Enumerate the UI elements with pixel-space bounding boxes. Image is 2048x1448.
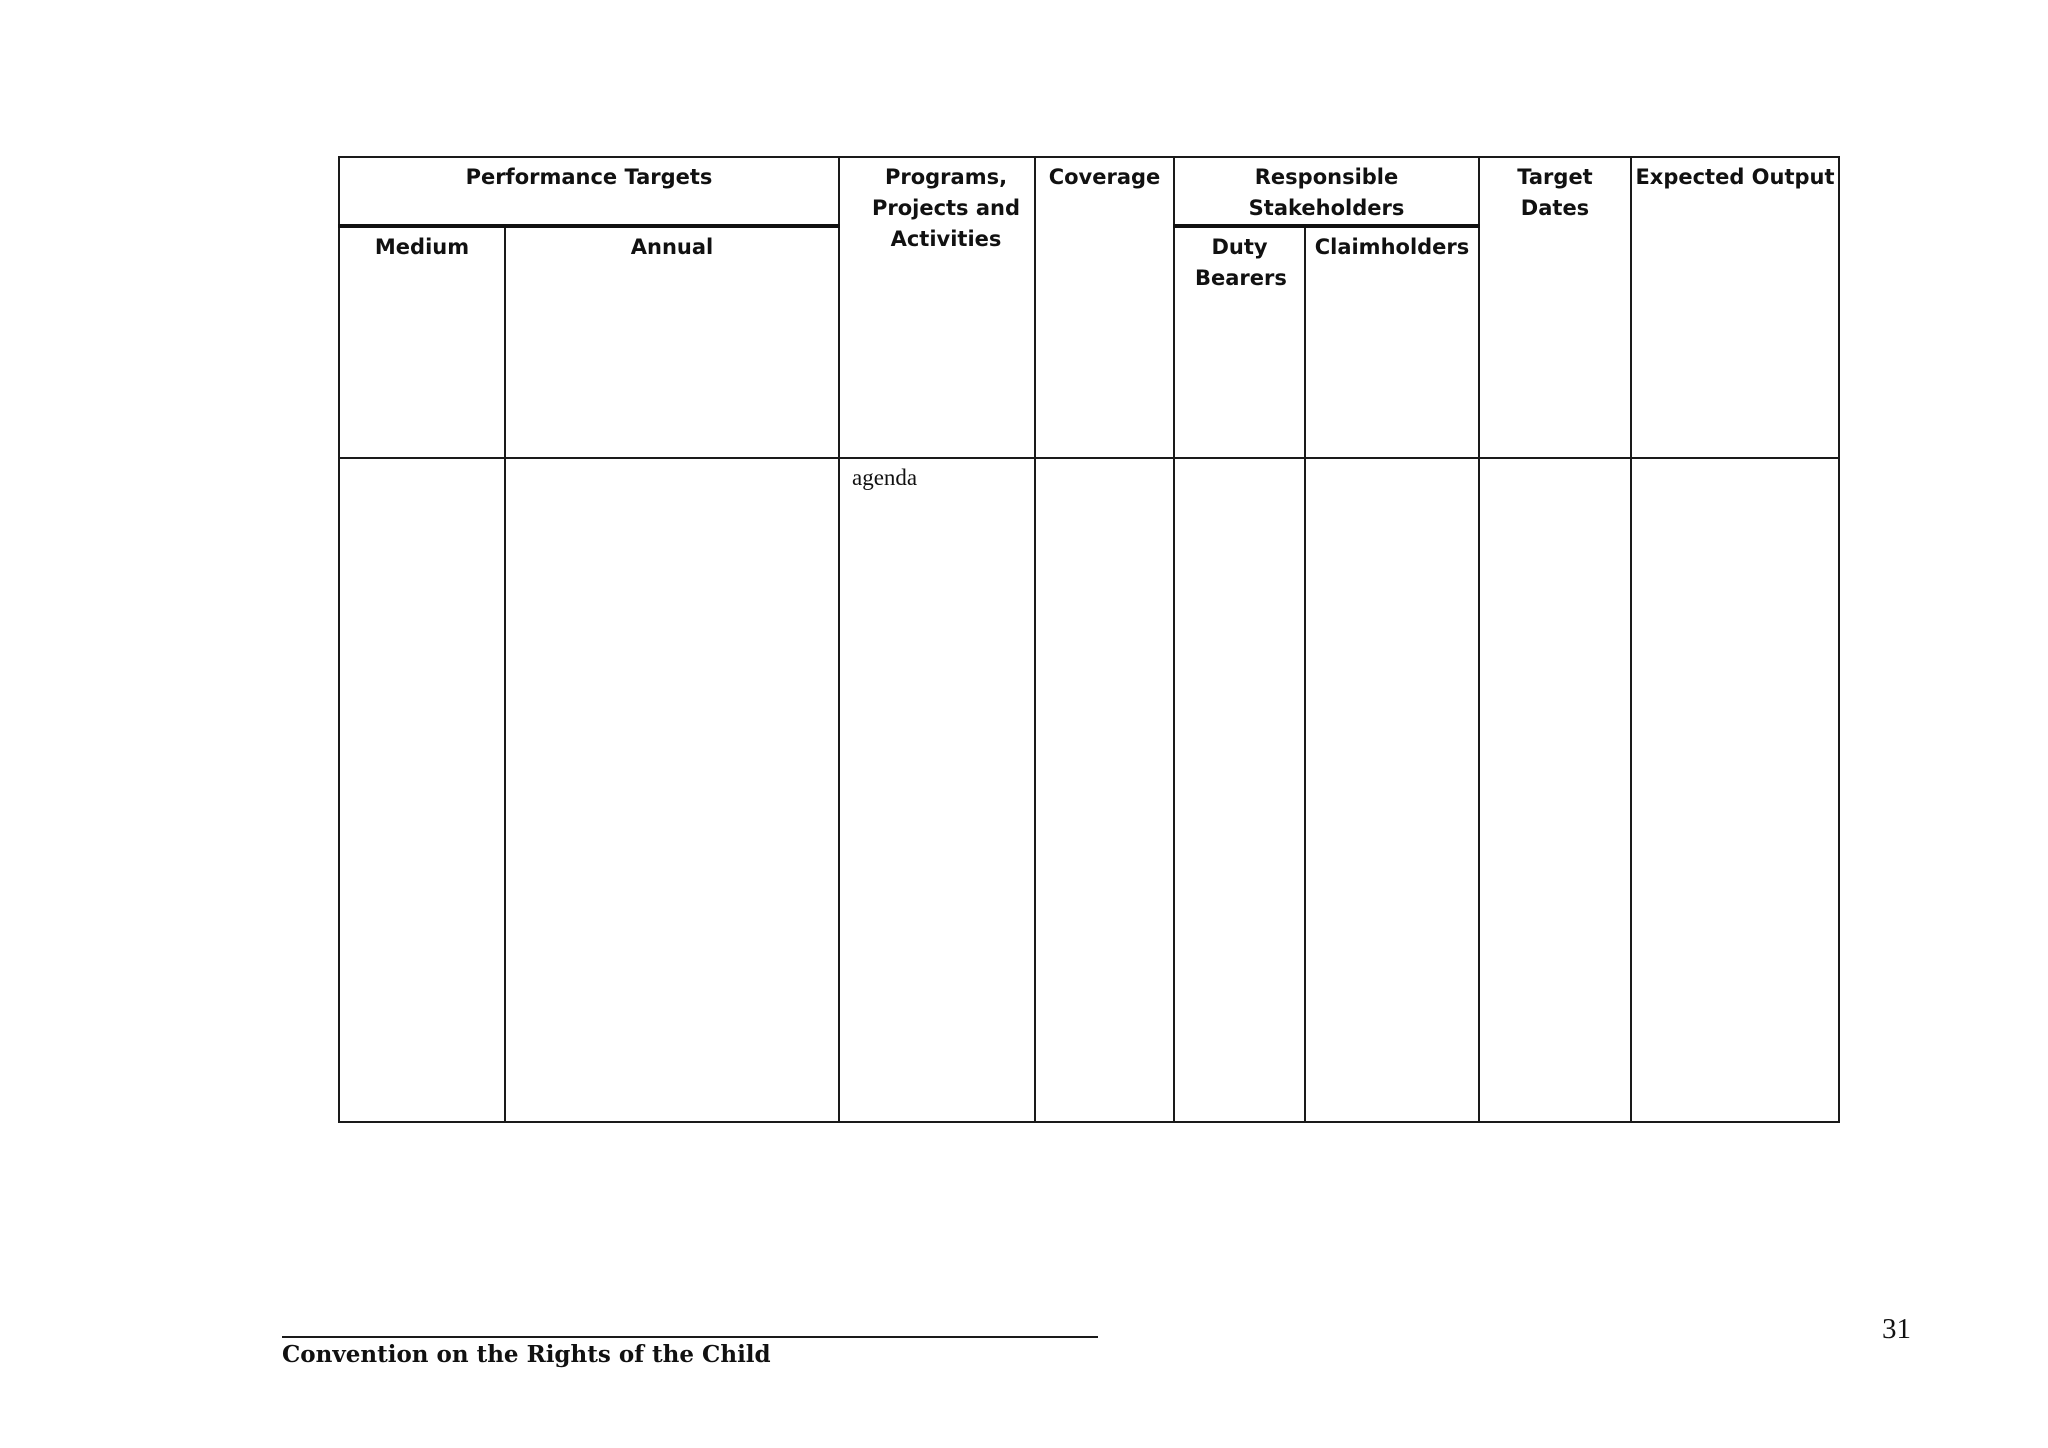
cell-target-dates — [1479, 458, 1631, 1122]
header-coverage: Coverage — [1035, 157, 1174, 458]
header-medium: Medium — [339, 226, 505, 458]
page-number: 31 — [1882, 1313, 1911, 1345]
header-expected-output: Expected Output — [1631, 157, 1839, 458]
header-responsible-stakeholders: Responsible Stakeholders — [1174, 157, 1479, 226]
header-claimholders: Claimholders — [1305, 226, 1479, 458]
cell-claimholders — [1305, 458, 1479, 1122]
cell-medium — [339, 458, 505, 1122]
cell-programs: agenda — [839, 458, 1035, 1122]
cell-coverage — [1035, 458, 1174, 1122]
header-duty-bearers: Duty Bearers — [1174, 226, 1305, 458]
header-annual: Annual — [505, 226, 839, 458]
header-target-dates: Target Dates — [1479, 157, 1631, 458]
header-performance-targets: Performance Targets — [339, 157, 839, 226]
cell-duty-bearers — [1174, 458, 1305, 1122]
header-row-top — [339, 157, 1839, 226]
action-plan-table — [338, 156, 1840, 1123]
cell-expected-output — [1631, 458, 1839, 1122]
footer-divider — [282, 1336, 1098, 1338]
table-row — [339, 458, 1839, 1122]
footer-title: Convention on the Rights of the Child — [282, 1341, 771, 1368]
header-programs: Programs, Projects and Activities — [839, 157, 1035, 458]
cell-annual — [505, 458, 839, 1122]
